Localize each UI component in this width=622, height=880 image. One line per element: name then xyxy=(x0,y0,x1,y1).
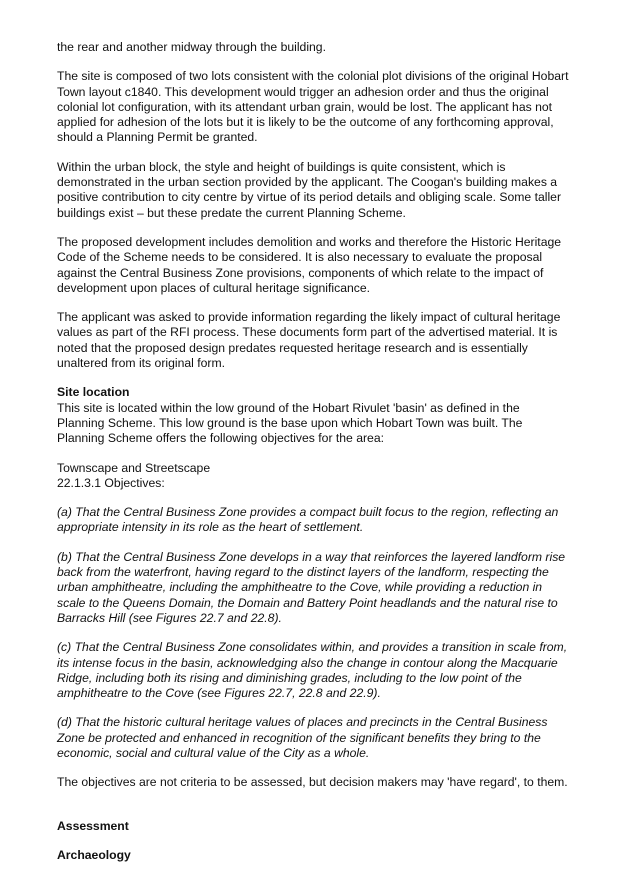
paragraph-closing: The objectives are not criteria to be assessed, but decision makers may 'have regard', to them. xyxy=(57,775,568,790)
townscape-block xyxy=(57,461,569,492)
paragraph-continuation: the rear and another midway through the building. xyxy=(57,40,326,54)
paragraph-proposed-development: The proposed development includes demolition and works and therefore the Historic Heritage Code of the Scheme needs to be considered. It is also necessary to evaluate the proposal against the Central Business Zone provisions, components of which relate to the impact of development upon places of cultural heritage significance. xyxy=(57,234,562,295)
assessment-heading: Assessment xyxy=(57,818,129,833)
paragraph-urban-block: Within the urban block, the style and height of buildings is quite consistent, which is demonstrated in the urban section provided by the applicant. The Coogan's building makes a positive contribution to city centre by virtue of its period details and obliging scale. Some taller buildings exist – but these predate the current Planning Scheme. xyxy=(57,159,562,220)
section-site-location xyxy=(57,385,569,446)
objective-d: (d) That the historic cultural heritage values of places and precincts in the Central Business Zone be protected and enhanced in recognition of the significant benefits they bring to the economic, social and cultural value of the City as a whole. xyxy=(57,715,548,760)
objective-a: (a) That the Central Business Zone provides a compact built focus to the region, reflecting an appropriate intensity in its role as the heart of settlement. xyxy=(57,505,559,535)
document-body xyxy=(57,40,569,863)
paragraph-rfi-process: The applicant was asked to provide information regarding the likely impact of cultural heritage values as part of the RFI process. These documents form part of the advertised material. It is noted that the proposed design predates requested heritage research and is essentially unaltered from its original form. xyxy=(57,310,561,371)
archaeology-heading: Archaeology xyxy=(57,847,131,862)
paragraph-lot-configuration: The site is composed of two lots consistent with the colonial plot divisions of the original Hobart Town layout c1840. This development would trigger an adhesion order and thus the original colonial lot configuration, with its attendant urban grain, would be lost. The applicant has not applied for adhesion of the lots but it is likely to be the outcome of any forthcoming approval, should a Planning Permit be granted. xyxy=(57,69,569,145)
site-location-text: This site is located within the low ground of the Hobart Rivulet 'basin' as defined in the Planning Scheme. This low ground is the base upon which Hobart Town was built. The Planning Scheme offers the following objectives for the area: xyxy=(57,400,523,446)
townscape-title: Townscape and Streetscape xyxy=(57,460,211,475)
site-location-heading: Site location xyxy=(57,385,130,400)
objective-b: (b) That the Central Business Zone develops in a way that reinforces the layered landform rise back from the waterfront, having regard to the distinct layers of the landform, respecting the urban amphitheatre, including the amphitheatre to the Cove, while providing a reduction in scale to the Queens Domain, the Domain and Battery Point headlands and the natural rise to Barracks Hill (see Figures 22.7 and 22.8). xyxy=(57,549,566,625)
objective-c: (c) That the Central Business Zone consolidates within, and provides a transition in scale from, its intense focus in the basin, acknowledging also the change in contour along the Macquarie Ridge, including both its rising and diminishing grades, including to the low point of the amphitheatre to the Cove (see Figures 22.7, 22.8 and 22.9). xyxy=(57,640,568,701)
objectives-clause: 22.1.3.1 Objectives: xyxy=(57,475,165,490)
